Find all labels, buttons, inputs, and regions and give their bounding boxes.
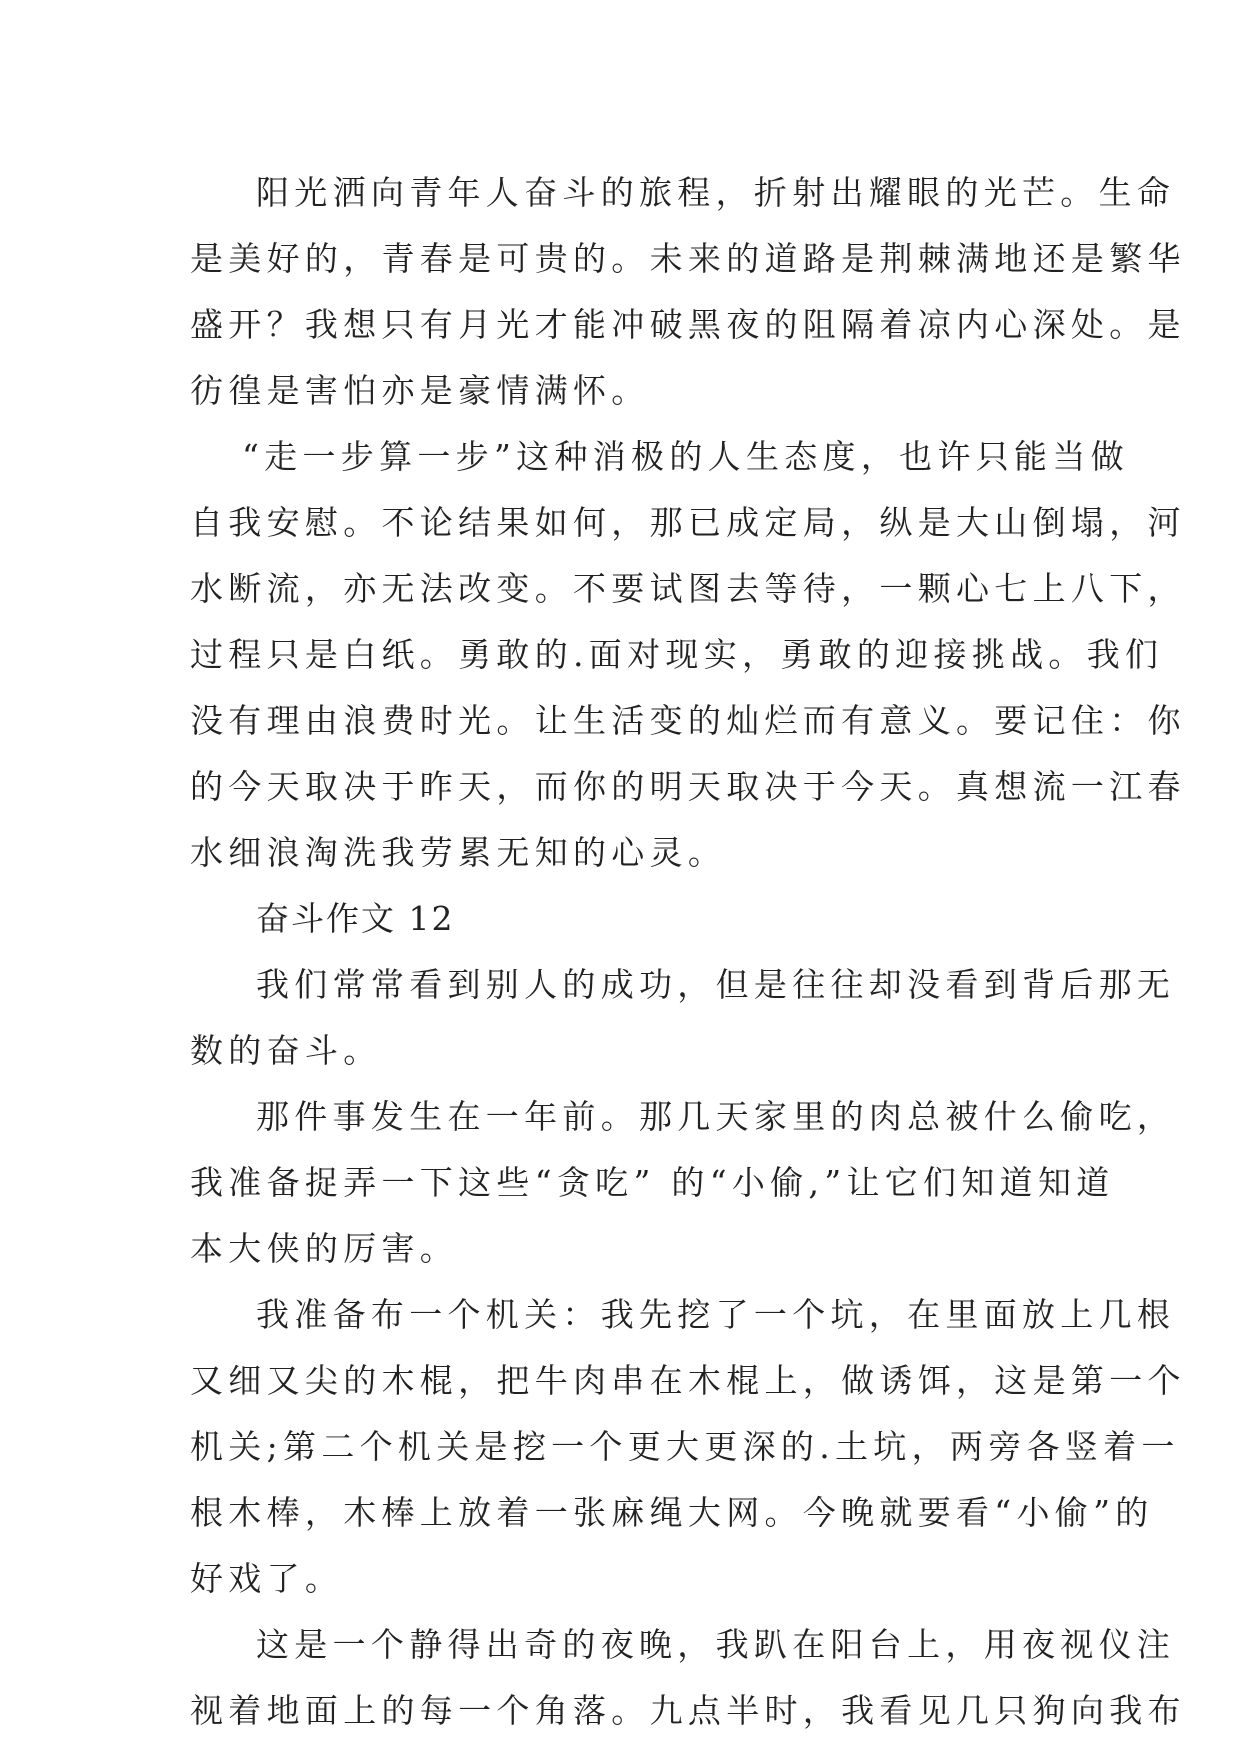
text-line: 自我安慰。不论结果如何，那已成定局，纵是大山倒塌，河 <box>190 503 1186 542</box>
text-line: 过程只是白纸。勇敢的.面对现实，勇敢的迎接挑战。我们 <box>190 635 1164 674</box>
text-line: 又细又尖的木棍，把牛肉串在木棍上，做诱饵，这是第一个 <box>190 1361 1186 1400</box>
section-heading <box>190 886 1060 952</box>
paragraph <box>190 160 1186 424</box>
text-line: 那件事发生在一年前。那几天家里的肉总被什么偷吃， <box>256 1097 1176 1136</box>
text-line: 这是一个静得出奇的夜晚，我趴在阳台上，用夜视仪注 <box>256 1625 1176 1664</box>
text-line: 盛开？我想只有月光才能冲破黑夜的阻隔着凉内心深处。是 <box>190 305 1186 344</box>
text-line: 阳光洒向青年人奋斗的旅程，折射出耀眼的光芒。生命 <box>256 173 1176 212</box>
text-line: “走一步算一步”这种消极的人生态度，也许只能当做 <box>242 437 1129 476</box>
document-body <box>190 160 1186 1744</box>
text-line: 我们常常看到别人的成功，但是往往却没看到背后那无 <box>256 965 1176 1004</box>
text-line: 的今天取决于昨天，而你的明天取决于今天。真想流一江春 <box>190 767 1186 806</box>
text-line: 我准备布一个机关：我先挖了一个坑，在里面放上几根 <box>256 1295 1176 1334</box>
text-line: 没有理由浪费时光。让生活变的灿烂而有意义。要记住：你 <box>190 701 1186 740</box>
text-line: 好戏了。 <box>190 1559 344 1598</box>
paragraph <box>190 952 1176 1084</box>
text-line: 数的奋斗。 <box>190 1031 382 1070</box>
text-line: 我准备捉弄一下这些“贪吃” 的“小偷,”让它们知道知道 <box>190 1163 1115 1202</box>
text-line: 根木棒，木棒上放着一张麻绳大网。今晚就要看“小偷”的 <box>190 1493 1154 1532</box>
paragraph <box>190 1084 1176 1282</box>
text-line: 水细浪淘洗我劳累无知的心灵。 <box>190 833 727 872</box>
text-line: 视着地面上的每一个角落。九点半时，我看见几只狗向我布 <box>190 1691 1186 1730</box>
paragraph <box>190 424 1186 886</box>
paragraph <box>190 1282 1186 1612</box>
paragraph <box>190 1612 1186 1744</box>
text-line: 彷徨是害怕亦是豪情满怀。 <box>190 371 650 410</box>
heading-text: 奋斗作文 12 <box>256 899 455 938</box>
text-line: 是美好的，青春是可贵的。未来的道路是荆棘满地还是繁华 <box>190 239 1186 278</box>
text-line: 本大侠的厉害。 <box>190 1229 459 1268</box>
text-line: 机关;第二个机关是挖一个更大更深的.土坑，两旁各竖着一 <box>190 1427 1180 1466</box>
text-line: 水断流，亦无法改变。不要试图去等待，一颗心七上八下， <box>190 569 1186 608</box>
